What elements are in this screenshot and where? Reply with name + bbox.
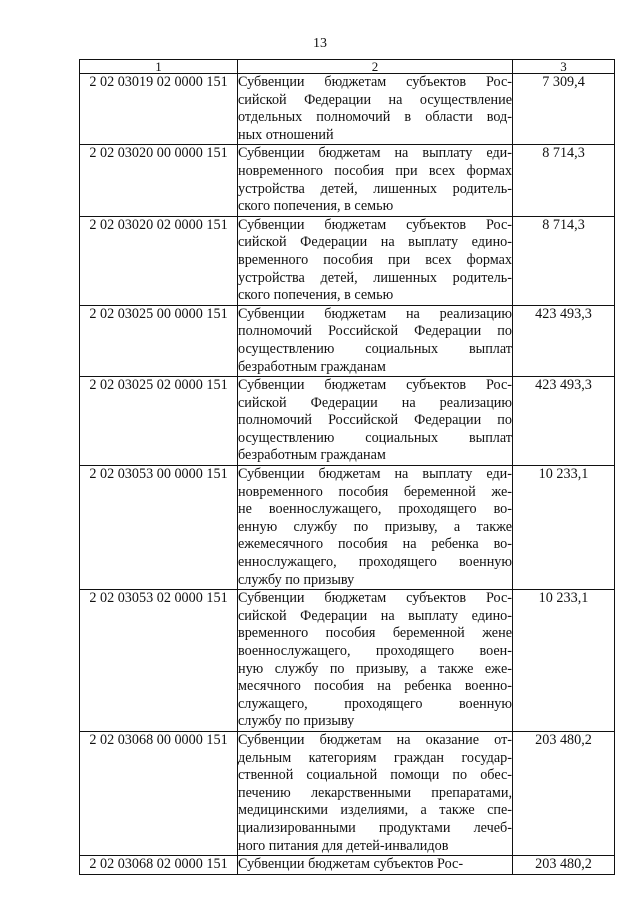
description-line: устройства детей, лишенных родитель- [238,269,512,286]
description-line: еннослужащего, проходящего военную [238,554,512,571]
description-line: Субвенции бюджетам на реализацию [238,305,512,322]
description-line: Субвенции бюджетам на выплату еди- [238,466,512,483]
classification-code-cell: 2 02 03068 00 0000 151 [80,731,238,855]
description-line: ского попечения, в семью [238,287,394,304]
table-header-row [80,60,615,74]
description-line: службу по призыву [238,713,355,730]
column-header-2: 2 [238,60,513,74]
table-row [80,216,615,305]
amount-cell: 423 493,3 [513,305,615,376]
description-line: ную службу по призыву, а также ежe- [238,660,512,677]
amount-cell: 203 480,2 [513,731,615,855]
description-line: Субвенции бюджетам на выплату еди- [238,145,512,162]
amount-cell: 10 233,1 [513,466,615,590]
amount-cell: 423 493,3 [513,377,615,466]
table-row [80,305,615,376]
description-line: ского попечения, в семью [238,198,394,215]
table-row [80,74,615,145]
description-line: службу по призыву [238,571,355,588]
description-cell [238,731,513,855]
description-line: печению лекарственными препаратами, [238,784,512,801]
table-body [80,74,615,875]
description-line: полномочий Российской Федерации по [238,323,512,340]
description-line: отдельных полномочий в области вод- [238,109,512,126]
column-header-1: 1 [80,60,238,74]
description-cell [238,305,513,376]
description-line: сийской Федерации на реализацию [238,394,512,411]
amount-cell: 8 714,3 [513,216,615,305]
description-cell [238,856,513,875]
description-line: устройства детей, лишенных родитель- [238,180,512,197]
description-line: временного пособия беременной жене [238,625,512,642]
description-line: безработным гражданам [238,358,386,375]
table-row [80,590,615,732]
description-line: енную службу по призыву, а также [238,518,512,535]
description-line: ственной социальной помощи по обес- [238,767,512,784]
description-line: сийской Федерации на осуществление [238,91,512,108]
description-line: дельным категориям граждан государ- [238,749,512,766]
description-line: новременного пособия при всех формах [238,162,512,179]
description-line: военнослужащего, проходящего воен- [238,643,512,659]
classification-code-cell: 2 02 03020 02 0000 151 [80,216,238,305]
description-cell [238,466,513,590]
description-line: осуществлению социальных выплат [238,429,512,446]
description-cell [238,216,513,305]
classification-code-cell: 2 02 03025 00 0000 151 [80,305,238,376]
amount-cell: 10 233,1 [513,590,615,732]
classification-code-cell: 2 02 03025 02 0000 151 [80,377,238,466]
description-line: циализированными продуктами лечеб- [238,819,512,836]
amount-cell: 8 714,3 [513,145,615,216]
page-number: 13 [313,36,327,51]
description-line: ежемесячного пособия на ребенка во- [238,536,512,553]
description-cell [238,145,513,216]
amount-cell: 7 309,4 [513,74,615,145]
description-line: временного пособия при всех формах [238,251,512,268]
table-row [80,466,615,590]
description-line: служащего, проходящего военную [238,695,512,712]
column-header-3: 3 [513,60,615,74]
description-line: сийской Федерации на выплату едино- [238,234,512,251]
amount-cell: 203 480,2 [513,856,615,875]
classification-code-cell: 2 02 03053 00 0000 151 [80,466,238,590]
classification-code-cell: 2 02 03019 02 0000 151 [80,74,238,145]
description-line: не военнослужащего, проходящего во- [238,501,512,518]
table-row [80,856,615,875]
table-row [80,377,615,466]
description-line: новременного пособия беременной же- [238,483,512,500]
table-row [80,731,615,855]
description-line: осуществлению социальных выплат [238,340,512,357]
description-cell [238,74,513,145]
description-line: Субвенции бюджетам субъектов Рос- [238,856,464,873]
description-line: ного питания для детей-инвалидов [238,837,449,854]
description-line: полномочий Российской Федерации по [238,412,512,429]
classification-code-cell: 2 02 03068 02 0000 151 [80,856,238,875]
description-cell [238,377,513,466]
description-line: месячного пособия на ребенка военно- [238,678,512,695]
classification-code-cell: 2 02 03053 02 0000 151 [80,590,238,732]
budget-table [79,59,615,875]
description-line: Субвенции бюджетам субъектов Рос- [238,216,512,233]
description-line: Субвенции бюджетам субъектов Рос- [238,377,512,394]
description-line: медицинскими изделиями, а также спе- [238,802,512,819]
description-line: сийской Федерации на выплату едино- [238,607,512,624]
description-line: ных отношений [238,126,334,143]
classification-code-cell: 2 02 03020 00 0000 151 [80,145,238,216]
table-row [80,145,615,216]
description-line: Субвенции бюджетам на оказание от- [238,731,512,748]
description-line: безработным гражданам [238,447,386,464]
description-line: Субвенции бюджетам субъектов Рос- [238,590,512,607]
description-cell [238,590,513,732]
description-line: Субвенции бюджетам субъектов Рос- [238,74,512,90]
